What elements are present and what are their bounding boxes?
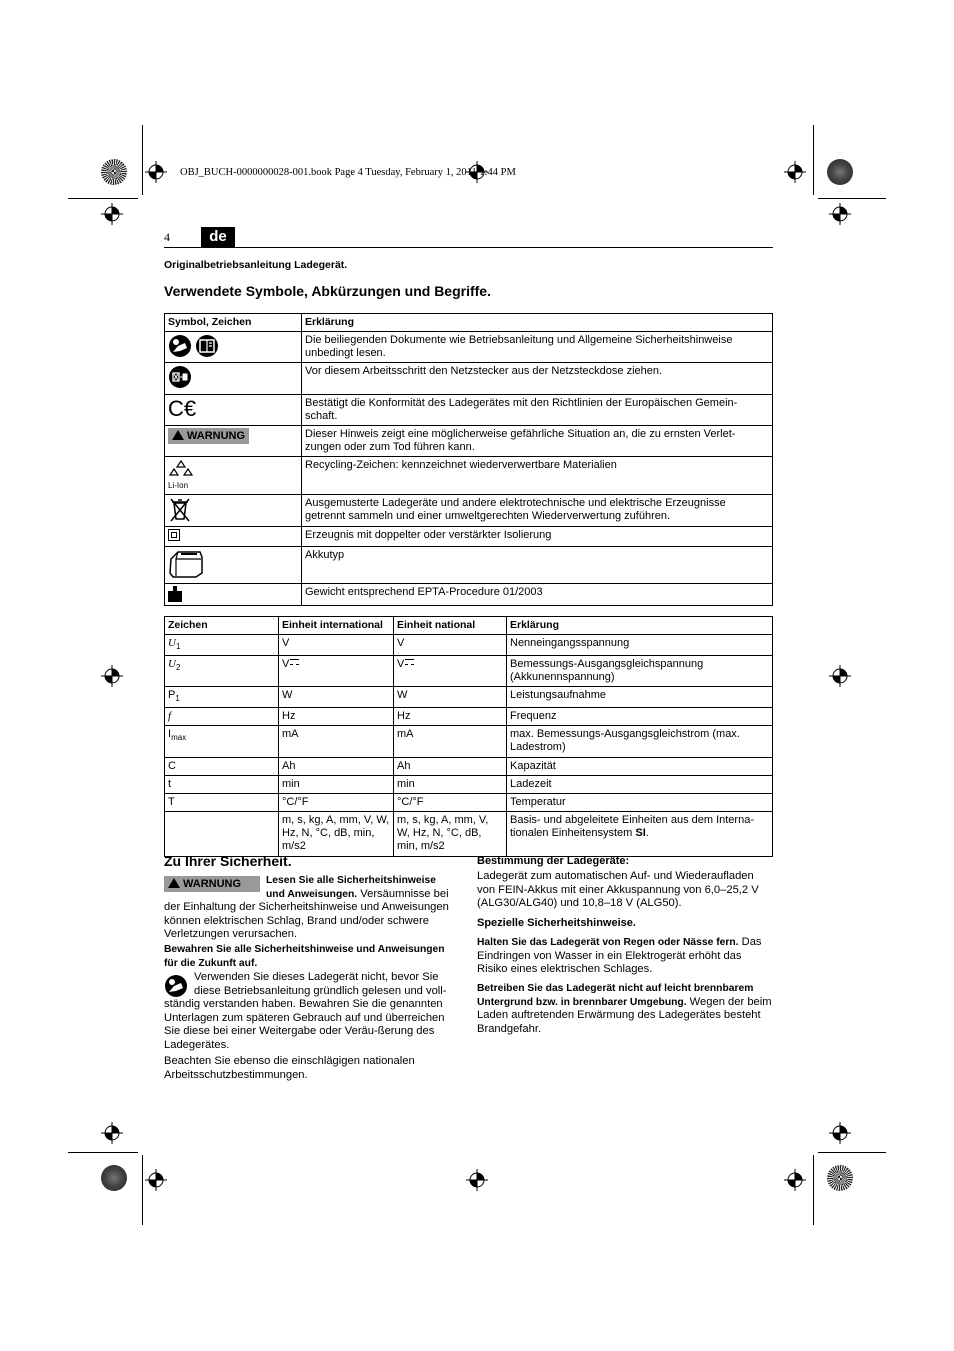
- crosshair-icon: [829, 1122, 851, 1144]
- table-header: Erklärung: [302, 314, 773, 332]
- unit-symbol: $U_2$: [165, 656, 279, 687]
- keep-instructions-text: Bewahren Sie alle Sicherheitshinweise und Anweisungen für die Zukunft auf.: [164, 944, 445, 969]
- crosshair-icon: [784, 1169, 806, 1191]
- safety-warning-block: [164, 874, 454, 942]
- table-header: Symbol, Zeichen: [165, 314, 302, 332]
- crosshair-icon: [101, 665, 123, 687]
- table-row: [165, 708, 773, 726]
- crossed-bin-icon: [168, 497, 192, 523]
- registration-disc-icon: [827, 1165, 853, 1191]
- table-row: [165, 457, 773, 495]
- unit-intl: mA: [279, 726, 394, 758]
- table-row: [165, 332, 773, 363]
- unit-symbol: f: [165, 708, 279, 726]
- purpose-title: Bestimmung der Ladegeräte:: [477, 855, 630, 867]
- unit-description: Nenneingangsspannung: [507, 635, 773, 656]
- weight-icon: [168, 586, 182, 602]
- table-row: [165, 687, 773, 708]
- unit-nat: W: [394, 687, 507, 708]
- header-rule: [164, 247, 773, 248]
- rain-warning-block: Halten Sie das Ladegerät von Regen oder Nässe fern. Das Eindringen von Wasser in ein Elektrogerät erhöht das Risiko eines elektrischen Schlages.: [477, 936, 762, 975]
- crosshair-icon: [466, 1169, 488, 1191]
- table-row: [165, 776, 773, 794]
- unit-description: Temperatur: [507, 794, 773, 812]
- national-rules-text: Beachten Sie ebenso die einschlägigen nationalen Arbeitsschutzbestimmungen.: [164, 1055, 415, 1081]
- registration-disc-icon: [827, 159, 853, 185]
- unit-nat: °C/°F: [394, 794, 507, 812]
- unit-nat: Hz: [394, 708, 507, 726]
- table-header: Einheit national: [394, 617, 507, 635]
- unit-intl: V: [279, 635, 394, 656]
- table-cell: Akkutyp: [302, 547, 773, 584]
- recycling-icon: [168, 459, 194, 479]
- table-row: [165, 527, 773, 547]
- table-row: [165, 547, 773, 584]
- section-title-symbols: Verwendete Symbole, Abkürzungen und Begriffe.: [164, 283, 491, 299]
- special-safety-title: Spezielle Sicherheitshinweise.: [477, 917, 636, 929]
- unit-description: Ladezeit: [507, 776, 773, 794]
- table-row: [165, 395, 773, 426]
- page-number: 4: [164, 230, 170, 244]
- unit-description: Bemessungs-Ausgangsgleichspannung (Akkunennspannung): [507, 656, 773, 687]
- read-manual-block: [164, 971, 460, 1052]
- crosshair-icon: [145, 161, 167, 183]
- registration-disc-icon: [101, 1165, 127, 1191]
- table-row: [165, 635, 773, 656]
- unit-nat: mA: [394, 726, 507, 758]
- unit-description: Frequenz: [507, 708, 773, 726]
- table-header: Einheit international: [279, 617, 394, 635]
- unit-nat: min: [394, 776, 507, 794]
- unit-intl: Hz: [279, 708, 394, 726]
- read-manual-text: Verwenden Sie dieses Ladegerät nicht, bevor Sie diese Betriebsanleitung gründlich gelesen und voll-ständig verstanden haben. Bewahren Sie die genannten Unterlagen zum späteren Gebrauch auf und überreichen Sie diese bei einer Weitergabe oder Veräu-ßerung des Ladegerätes.: [164, 971, 447, 1051]
- warning-badge: WARNUNG: [168, 428, 249, 444]
- unit-nat: V: [394, 635, 507, 656]
- table-row: [165, 584, 773, 606]
- manual-book-icon: [195, 334, 219, 358]
- warning-lead: Lesen Sie alle Sicherheitshinweise und Anweisungen.: [266, 875, 436, 900]
- unit-symbol: T: [165, 794, 279, 812]
- registration-disc-icon: [101, 159, 127, 185]
- table-row: [165, 726, 773, 758]
- table-cell: Recycling-Zeichen: kennzeichnet wiederverwertbare Materialien: [302, 457, 773, 495]
- units-table: [164, 616, 773, 857]
- unit-symbol: t: [165, 776, 279, 794]
- dc-symbol-icon: [290, 659, 299, 665]
- table-row: [165, 812, 773, 857]
- crosshair-icon: [101, 1122, 123, 1144]
- warning-badge: WARNUNG: [164, 876, 260, 892]
- battery-pack-icon: [168, 549, 204, 579]
- unit-symbol: $I_{max}$: [165, 726, 279, 758]
- table-cell: Gewicht entsprechend EPTA-Procedure 01/2003: [302, 584, 773, 606]
- table-row: [165, 794, 773, 812]
- table-row: [165, 495, 773, 527]
- unit-nat: m, s, kg, A, mm, V, W, Hz, N, °C, dB, min, m/s2: [394, 812, 507, 857]
- table-row: [165, 758, 773, 776]
- crosshair-icon: [829, 203, 851, 225]
- print-file-info: OBJ_BUCH-0000000028-001.book Page 4 Tuesday, February 1, 2011 1:44 PM: [180, 167, 516, 178]
- unit-symbol: $P_1$: [165, 687, 279, 708]
- unit-nat: Ah: [394, 758, 507, 776]
- unit-nat: V: [394, 656, 507, 687]
- section-title-safety: Zu Ihrer Sicherheit.: [164, 853, 292, 869]
- table-cell: Bestätigt die Konformität des Ladegerätes mit den Richtlinien der Europäischen Gemein-schaft.: [302, 395, 773, 426]
- table-cell: Dieser Hinweis zeigt eine möglicherweise gefährliche Situation an, die zu ernsten Verlet-zungen oder zum Tod führen kann.: [302, 426, 773, 457]
- recycling-icon-label: Li-Ion: [168, 481, 189, 490]
- unit-description: Leistungsaufnahme: [507, 687, 773, 708]
- warning-text: Versäumnisse bei der Einhaltung der Sicherheitshinweise und Anweisungen können elektrischen Schlag, Brand und/oder schwere Verletzungen verursachen.: [164, 887, 449, 940]
- table-cell: Die beiliegenden Dokumente wie Betriebsanleitung und Allgemeine Sicherheitshinweise unbedingt lesen.: [302, 332, 773, 363]
- unplug-icon: [168, 365, 192, 389]
- read-manual-icon: [168, 334, 192, 358]
- unit-intl: W: [279, 687, 394, 708]
- table-row: [165, 426, 773, 457]
- doc-title: Originalbetriebsanleitung Ladegerät.: [164, 259, 348, 271]
- crosshair-icon: [101, 203, 123, 225]
- purpose-text: Ladegerät zum automatischen Auf- und Wiederaufladen von FEIN-Akkus mit einer Akkuspannung von 6,0–25,2 V (ALG30/ALG40) und 10,8–18 V (ALG50).: [477, 870, 759, 909]
- table-row: [165, 363, 773, 395]
- unit-intl: Ah: [279, 758, 394, 776]
- crosshair-icon: [145, 1169, 167, 1191]
- unit-symbol: C: [165, 758, 279, 776]
- unit-description: Basis- und abgeleitete Einheiten aus dem Interna-tionalen Einheitensystem SI.: [507, 812, 773, 857]
- warning-triangle-icon: [168, 878, 180, 888]
- fire-warning-block: Betreiben Sie das Ladegerät nicht auf leicht brennbarem Untergrund bzw. in brennbarer Umgebung. Wegen der beim Laden auftretenden Erwärmung des Ladegerätes besteht Brandgefahr.: [477, 983, 772, 1035]
- double-insulation-icon: [168, 529, 180, 541]
- table-cell: Vor diesem Arbeitsschritt den Netzstecker aus der Netzsteckdose ziehen.: [302, 363, 773, 395]
- table-header: Zeichen: [165, 617, 279, 635]
- unit-intl: m, s, kg, A, mm, V, W, Hz, N, °C, dB, min, m/s2: [279, 812, 394, 857]
- unit-intl: °C/°F: [279, 794, 394, 812]
- unit-intl: V: [279, 656, 394, 687]
- warning-triangle-icon: [172, 430, 184, 440]
- unit-symbol: [165, 812, 279, 857]
- table-header: Erklärung: [507, 617, 773, 635]
- dc-symbol-icon: [405, 659, 414, 665]
- symbols-table: [164, 313, 773, 606]
- language-tab: de: [201, 227, 235, 247]
- unit-symbol: $U_1$: [165, 635, 279, 656]
- read-manual-icon: [164, 974, 188, 998]
- table-cell: Erzeugnis mit doppelter oder verstärkter Isolierung: [302, 527, 773, 547]
- unit-description: max. Bemessungs-Ausgangsgleichstrom (max. Ladestrom): [507, 726, 773, 758]
- unit-intl: min: [279, 776, 394, 794]
- table-cell: Ausgemusterte Ladegeräte und andere elektrotechnische und elektrische Erzeugnisse getrennt sammeln und einer umweltgerechten Wiederverwertung zuführen.: [302, 495, 773, 527]
- ce-mark-icon: C€: [168, 396, 197, 421]
- unit-description: Kapazität: [507, 758, 773, 776]
- table-row: [165, 656, 773, 687]
- crosshair-icon: [784, 161, 806, 183]
- crosshair-icon: [829, 665, 851, 687]
